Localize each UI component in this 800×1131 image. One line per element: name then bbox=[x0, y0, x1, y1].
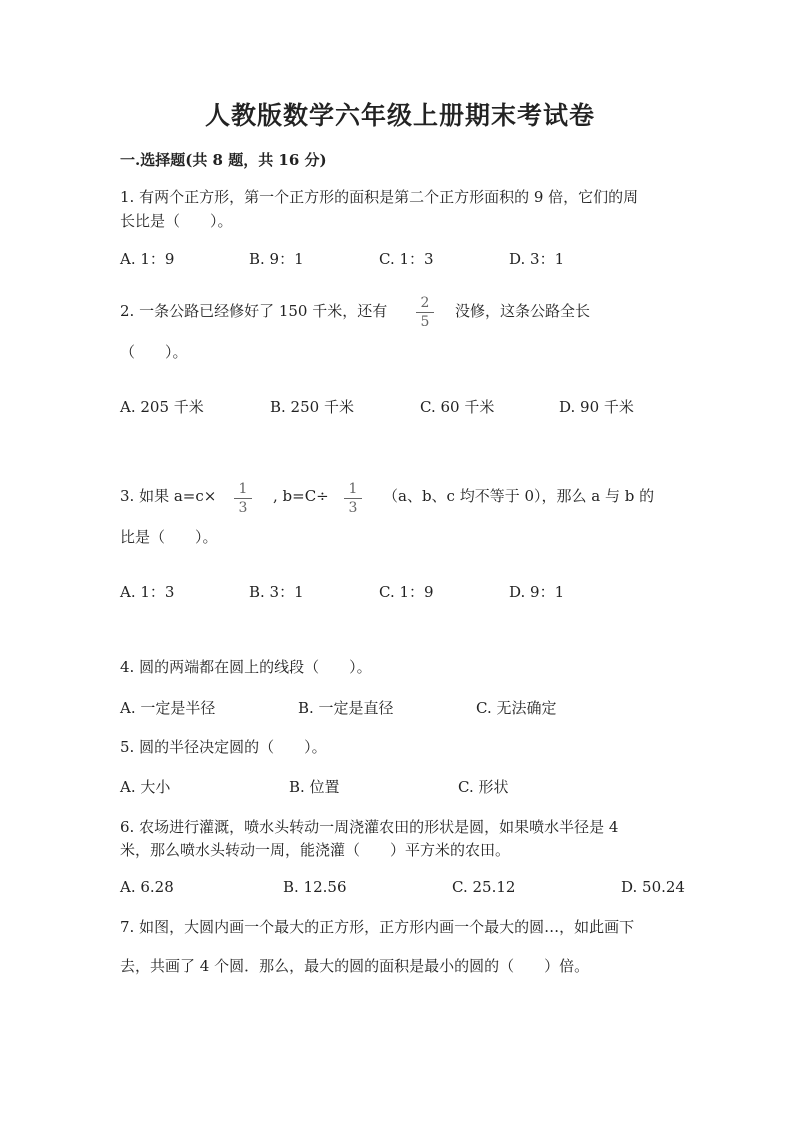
section-heading: 一.选择题(共 8 题，共 16 分) bbox=[120, 151, 327, 169]
question-5-option-c: C. 形状 bbox=[458, 778, 509, 796]
question-6-text-cont: 米，那么喷水头转动一周，能浇灌（ ）平方米的农田。 bbox=[120, 841, 511, 859]
question-4-option-c: C. 无法确定 bbox=[476, 699, 557, 717]
question-3-option-b: B. 3：1 bbox=[249, 583, 304, 601]
question-1-option-d: D. 3：1 bbox=[509, 250, 565, 268]
question-3-option-c: C. 1：9 bbox=[379, 583, 434, 601]
fraction-bar bbox=[234, 498, 252, 499]
question-6-option-d: D. 50.24 bbox=[621, 878, 685, 896]
question-2-option-c: C. 60 千米 bbox=[420, 398, 495, 416]
question-3-text-part3: （a、b、c 均不等于 0），那么 a 与 b 的 bbox=[383, 487, 655, 505]
question-5-option-a: A. 大小 bbox=[120, 778, 171, 796]
question-4-option-b: B. 一定是直径 bbox=[298, 699, 394, 717]
fraction-bar bbox=[416, 312, 434, 313]
question-3-option-d: D. 9：1 bbox=[509, 583, 565, 601]
page-title: 人教版数学六年级上册期末考试卷 bbox=[204, 101, 595, 130]
question-7-text-cont: 去，共画了 4 个圆．那么，最大的圆的面积是最小的圆的（ ）倍。 bbox=[120, 957, 590, 975]
fraction-numerator: 1 bbox=[348, 481, 358, 497]
fraction-numerator: 1 bbox=[238, 481, 248, 497]
fraction-denominator: 3 bbox=[348, 500, 358, 516]
question-6-option-a: A. 6.28 bbox=[120, 878, 174, 896]
question-7-text: 7. 如图，大圆内画一个最大的正方形，正方形内画一个最大的圆…，如此画下 bbox=[120, 918, 635, 936]
question-1-text-cont: 长比是（ ）。 bbox=[120, 212, 233, 230]
question-4-text: 4. 圆的两端都在圆上的线段（ ）。 bbox=[120, 658, 372, 676]
question-2-option-b: B. 250 千米 bbox=[270, 398, 354, 416]
question-6-option-b: B. 12.56 bbox=[283, 878, 347, 896]
question-5-option-b: B. 位置 bbox=[289, 778, 340, 796]
question-1-option-b: B. 9：1 bbox=[249, 250, 304, 268]
question-4-option-a: A. 一定是半径 bbox=[120, 699, 216, 717]
question-2-option-a: A. 205 千米 bbox=[120, 398, 204, 416]
fraction-numerator: 2 bbox=[420, 295, 430, 311]
question-2-text: 2. 一条公路已经修好了 150 千米，还有 bbox=[120, 302, 388, 320]
fraction-denominator: 3 bbox=[238, 500, 248, 516]
question-3-text: 3. 如果 a=c× bbox=[120, 487, 217, 505]
question-2-text-cont: （ ）。 bbox=[120, 343, 188, 361]
question-3-fraction-2 bbox=[344, 481, 362, 516]
question-3-option-a: A. 1：3 bbox=[120, 583, 175, 601]
question-3-text-part2: , b=C÷ bbox=[273, 487, 329, 505]
question-3-text-cont: 比是（ ）。 bbox=[120, 528, 218, 546]
question-3-fraction-1 bbox=[234, 481, 252, 516]
question-2-text-part2: 没修，这条公路全长 bbox=[455, 302, 591, 320]
fraction-denominator: 5 bbox=[420, 314, 430, 330]
question-5-text: 5. 圆的半径决定圆的（ ）。 bbox=[120, 738, 327, 756]
question-2-option-d: D. 90 千米 bbox=[559, 398, 634, 416]
question-1-option-c: C. 1：3 bbox=[379, 250, 434, 268]
question-1-option-a: A. 1：9 bbox=[120, 250, 175, 268]
question-6-option-c: C. 25.12 bbox=[452, 878, 516, 896]
fraction-bar bbox=[344, 498, 362, 499]
question-1-text: 1. 有两个正方形，第一个正方形的面积是第二个正方形面积的 9 倍，它们的周 bbox=[120, 188, 639, 206]
question-2-fraction bbox=[416, 295, 434, 330]
question-6-text: 6. 农场进行灌溉，喷水头转动一周浇灌农田的形状是圆，如果喷水半径是 4 bbox=[120, 818, 619, 836]
